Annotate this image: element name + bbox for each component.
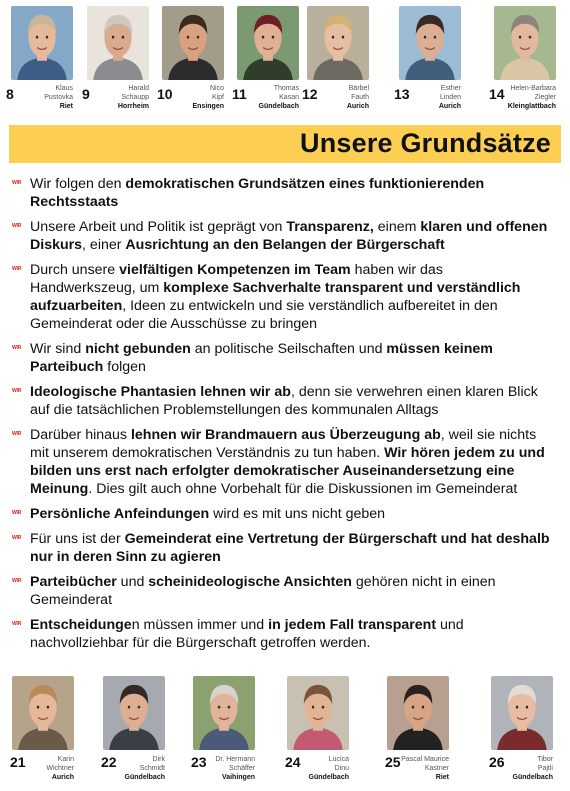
principle-emphasis: müssen keinem Parteibuch [30,341,493,375]
candidate-photo [237,6,299,80]
candidate-name [44,84,73,111]
candidate-card [489,672,570,791]
principle-text: wird es mit uns nicht geben [209,506,386,522]
candidate-card [285,672,367,791]
wir-bullet-icon: WIR [12,578,22,584]
principle-item [12,426,552,498]
candidate-last-name: Kastner [424,765,449,772]
candidate-photo [162,6,224,80]
candidate-photo [12,676,74,750]
candidate-first-name: Bärbel [348,85,369,92]
candidate-first-name: Helen-Barbara [510,85,556,92]
candidate-last-name: Kasan [279,94,299,101]
candidate-card [385,672,467,791]
candidate-first-name: Thomas [273,85,299,92]
principle-text: einem [373,219,421,235]
candidate-last-name: Pajtli [537,765,553,772]
candidate-town: Riet [59,103,73,110]
candidate-number: 8 [6,86,14,102]
candidate-number: 25 [385,754,401,770]
candidate-card [157,0,231,120]
candidate-first-name: Dirk [152,756,165,763]
candidate-town: Aurich [51,774,74,781]
candidate-first-name: Tibor [537,756,553,763]
principle-emphasis: Ausrichtung an den Belangen der Bürgerschaft [125,237,445,253]
candidate-card [394,0,468,120]
candidate-name [513,755,553,782]
candidate-first-name: Pascal Maurice [401,756,449,763]
candidate-photo [491,676,553,750]
candidate-last-name: Linden [439,94,461,101]
wir-bullet-icon: WIR [12,431,22,437]
candidate-number: 13 [394,86,410,102]
principle-emphasis: Ideologische Phantasien lehnen wir ab [30,384,291,400]
candidate-card [101,672,183,791]
candidate-last-name: Pustovka [44,94,73,101]
section-banner [9,125,561,163]
candidate-last-name: Ziegler [534,94,556,101]
candidate-name [192,84,224,111]
principle-emphasis: Persönliche Anfeindungen [30,506,210,522]
candidate-card [232,0,306,120]
wir-bullet-icon: WIR [12,510,22,516]
candidate-name [125,755,165,782]
candidate-name [401,755,449,782]
candidate-name [309,755,349,782]
candidate-number: 14 [489,86,505,102]
candidate-card [82,0,156,120]
principle-emphasis: scheinideologische Ansichten [148,574,352,590]
principle-emphasis: Wir hören jedem zu und bilden uns erst nach erfolgter demokratischer Auseinandersetzung eine Meinung [30,445,545,497]
candidate-number: 11 [232,86,247,102]
principle-text: an politische Seilschaften und [190,341,387,357]
candidate-name [215,755,255,782]
principle-emphasis: klaren und offenen Diskurs [30,219,548,253]
candidate-last-name: Kipf [211,94,224,101]
candidate-number: 21 [10,754,26,770]
candidate-town: Aurich [346,103,369,110]
principle-emphasis: Entscheidunge [30,617,132,633]
principle-item [12,530,552,566]
candidate-name [347,84,369,111]
candidate-card [191,672,273,791]
principle-item [12,218,552,254]
wir-bullet-icon: WIR [12,180,22,186]
principle-text: haben wir das Handwerkszeug, um [30,262,443,296]
principle-emphasis: komplexe Sachverhalte transparent und verständlich aufzuarbeiten [30,280,521,314]
candidate-last-name: Schäffer [229,765,255,772]
candidate-town: Gündelbach [308,774,349,781]
wir-bullet-icon: WIR [12,388,22,394]
candidate-town: Horrheim [117,103,149,110]
candidate-town: Vaihingen [221,774,255,781]
candidate-card [10,672,92,791]
principle-text: Darüber hinaus [30,427,131,443]
candidate-town: Aurich [438,103,461,110]
principle-text: . Dies gilt auch ohne Vorbehalt für die Diskussionen im Gemeinderat [88,481,518,497]
top-candidate-row [0,0,570,120]
candidate-name [118,84,149,111]
candidate-photo [103,676,165,750]
candidate-first-name: Harald [128,85,149,92]
candidate-number: 26 [489,754,505,770]
candidate-first-name: Nico [209,85,224,92]
candidate-town: Riet [435,774,449,781]
candidate-name [439,84,461,111]
principle-emphasis: nicht gebunden [85,341,191,357]
candidate-town: Gündelbach [124,774,165,781]
wir-bullet-icon: WIR [12,621,22,627]
candidate-first-name: Esther [440,85,461,92]
principle-emphasis: lehnen wir Brandmauern aus Überzeugung ab [130,427,441,443]
principle-text: und [116,574,149,590]
wir-bullet-icon: WIR [12,266,22,272]
bottom-candidate-row [0,672,570,791]
principle-item [12,505,552,523]
candidate-number: 10 [157,86,173,102]
principle-emphasis: demokratischen Grundsätzen eines funktionierenden Rechtsstaats [30,176,485,210]
principle-item [12,573,552,609]
principle-emphasis: vielfältigen Kompetenzen im Team [119,262,351,278]
principle-text: Wir folgen den [30,176,126,192]
candidate-first-name: Dr. Hermann [215,756,255,763]
principle-text: Durch unsere [30,262,120,278]
candidate-number: 12 [302,86,318,102]
candidate-name [46,755,74,782]
candidate-name [259,84,299,111]
candidate-card [302,0,376,120]
candidate-town: Ensingen [192,103,224,110]
principle-text: Unsere Arbeit und Politik ist geprägt von [30,219,287,235]
wir-bullet-icon: WIR [12,223,22,229]
candidate-first-name: Lucica [328,756,349,763]
candidate-first-name: Klaus [55,85,73,92]
candidate-number: 9 [82,86,90,102]
candidate-photo [494,6,556,80]
candidate-last-name: Dinu [334,765,349,772]
candidate-photo [193,676,255,750]
principle-text: , einer [82,237,126,253]
candidate-number: 23 [191,754,207,770]
candidate-number: 22 [101,754,117,770]
principle-text: Für uns ist der [30,531,125,547]
candidate-card [489,0,563,120]
principle-text: n müssen immer und [131,617,269,633]
principle-item [12,340,552,376]
principle-item [12,616,552,652]
principle-emphasis: Transparenz, [286,219,374,235]
principle-text: , Ideen zu entwickeln und sie verständlich aufbereitet in den Gemeinderat oder die Ausschüsse zu bringen [30,298,498,332]
candidate-card [6,0,80,120]
candidate-photo [399,6,461,80]
candidate-photo [387,676,449,750]
page-title: Unsere Grundsätze [300,128,551,158]
principle-emphasis: Gemeinderat eine Vertretung der Bürgerschaft und hat deshalb nur in deren Sinn zu agieren [30,531,550,565]
candidate-town: Gündelbach [512,774,553,781]
principle-item [12,175,552,211]
candidate-town: Gündelbach [258,103,299,110]
candidate-photo [307,6,369,80]
principle-emphasis: in jedem Fall transparent [268,617,437,633]
candidate-last-name: Fauth [351,94,369,101]
candidate-last-name: Schaupp [121,94,149,101]
wir-bullet-icon: WIR [12,535,22,541]
principle-text: Wir sind [30,341,86,357]
candidate-town: Kleinglattbach [507,103,556,110]
candidate-photo [87,6,149,80]
principle-text: , weil sie nichts mit unserem demokratischen Verständnis zu tun haben. [30,427,537,461]
principle-text: , denn sie verwehren einen klaren Blick auf die tatsächlichen Problemstellungen des kommunalen Alltags [30,384,538,418]
principle-item [12,261,552,333]
principles-list [12,175,552,659]
candidate-last-name: Schmidt [139,765,165,772]
principle-text: und nachvollziehbar für die Bürgerschaft getroffen werden. [30,617,464,651]
candidate-last-name: Wichtner [46,765,74,772]
principle-item [12,383,552,419]
candidate-number: 24 [285,754,301,770]
principle-emphasis: Parteibücher [30,574,117,590]
candidate-photo [287,676,349,750]
candidate-photo [11,6,73,80]
principle-text: gehören nicht in einen Gemeinderat [30,574,496,608]
principle-text: folgen [103,359,146,375]
candidate-name [508,84,556,111]
wir-bullet-icon: WIR [12,345,22,351]
candidate-first-name: Karin [57,756,74,763]
